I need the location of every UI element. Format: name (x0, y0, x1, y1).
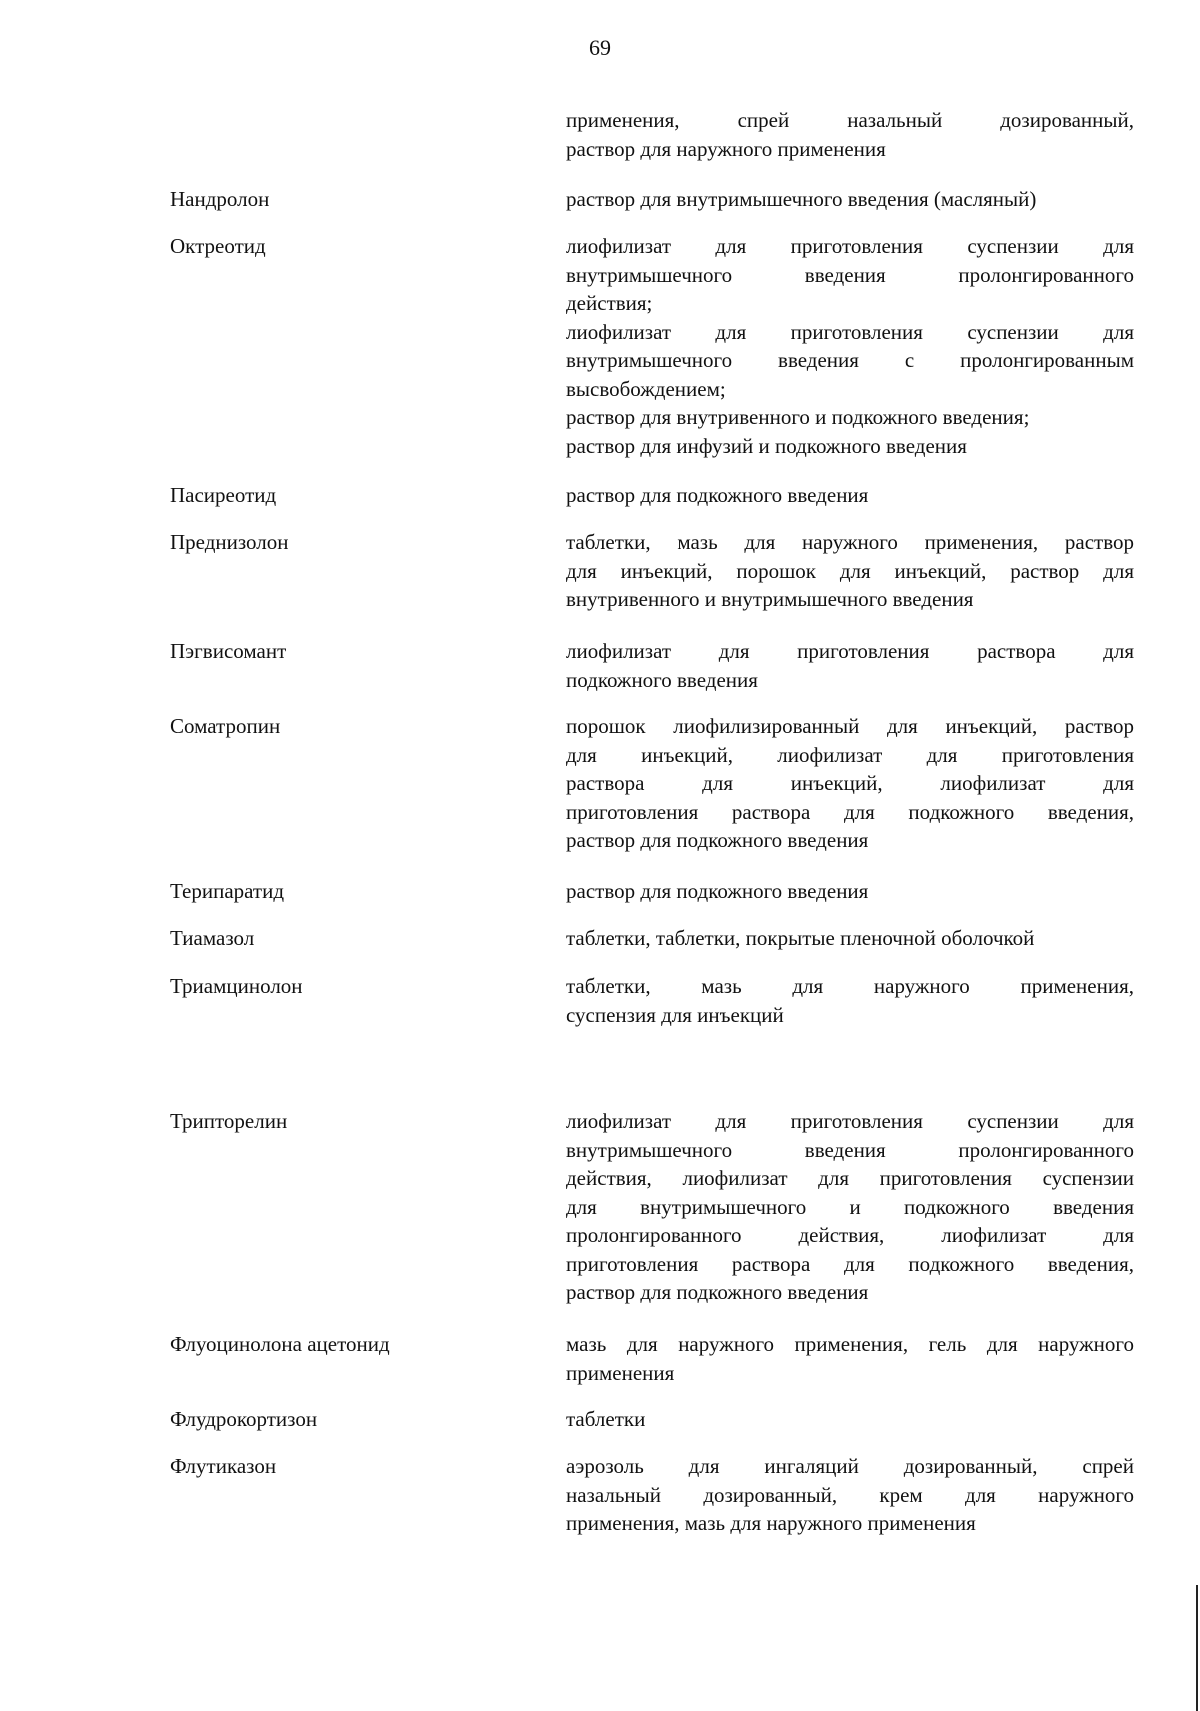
dosage-forms (566, 106, 1134, 163)
dosage-line: мазь для наружного применения, гель для наружного (566, 1332, 1134, 1356)
dosage-line: применения, спрей назальный дозированный, (566, 108, 1134, 132)
dosage-line: пролонгированного действия, лиофилизат для (566, 1223, 1134, 1247)
drug-name: Соматропин (170, 714, 281, 738)
dosage-line: приготовления раствора для подкожного введения, (566, 799, 1134, 824)
drug-name: Флуоцинолона ацетонид (170, 1332, 390, 1356)
drug-name: Пэгвисомант (170, 639, 287, 663)
dosage-line: внутримышечного введения пролонгированного (566, 262, 1134, 287)
drug-name: Флутиказон (170, 1454, 277, 1478)
dosage-line: раствор для подкожного введения (566, 483, 869, 507)
dosage-line: действия; (566, 291, 653, 315)
drug-name: Тиамазол (170, 926, 255, 950)
dosage-line: лиофилизат для приготовления суспензии для (566, 1109, 1134, 1133)
dosage-line: для инъекций, лиофилизат для приготовления (566, 742, 1134, 767)
dosage-line: раствор для подкожного введения (566, 1280, 869, 1304)
dosage-line: раствор для наружного применения (566, 136, 886, 161)
drug-name: Трипторелин (170, 1109, 288, 1133)
dosage-line: лиофилизат для приготовления суспензии для (566, 319, 1134, 344)
dosage-line: лиофилизат для приготовления суспензии для (566, 234, 1134, 258)
page-number: 69 (589, 35, 611, 60)
dosage-line: внутримышечного введения с пролонгированным (566, 348, 1134, 372)
drug-name: Триамцинолон (170, 974, 303, 998)
dosage-line: для инъекций, порошок для инъекций, раствор для (566, 558, 1134, 583)
dosage-line: таблетки (566, 1407, 646, 1431)
scan-edge-mark (1196, 1585, 1198, 1711)
dosage-line: раствор для инфузий и подкожного введения (566, 433, 967, 458)
dosage-line: применения (566, 1360, 675, 1385)
dosage-line: порошок лиофилизированный для инъекций, раствор (566, 714, 1134, 738)
dosage-forms (566, 185, 1134, 214)
dosage-line: раствора для инъекций, лиофилизат для (566, 771, 1134, 795)
dosage-line: раствор для внутривенного и подкожного введения; (566, 405, 1030, 429)
dosage-line: внутримышечного введения пролонгированного (566, 1137, 1134, 1162)
dosage-line: действия, лиофилизат для приготовления суспензии (566, 1166, 1134, 1190)
drug-name: Октреотид (170, 234, 266, 258)
dosage-line: назальный дозированный, крем для наружного (566, 1482, 1134, 1507)
dosage-forms (566, 528, 1134, 614)
drug-name: Терипаратид (170, 879, 285, 903)
drug-name: Флудрокортизон (170, 1407, 318, 1431)
dosage-line: раствор для внутримышечного введения (масляный) (566, 187, 1037, 211)
dosage-line: лиофилизат для приготовления раствора для (566, 639, 1134, 663)
dosage-forms (566, 637, 1134, 694)
dosage-line: таблетки, мазь для наружного применения, раствор (566, 530, 1134, 554)
dosage-line: таблетки, мазь для наружного применения, (566, 974, 1134, 998)
dosage-forms (566, 232, 1134, 460)
drug-name: Нандролон (170, 187, 270, 211)
dosage-line: высвобождением; (566, 376, 726, 401)
dosage-line: внутривенного и внутримышечного введения (566, 587, 974, 611)
dosage-line: подкожного введения (566, 667, 758, 692)
dosage-line: раствор для подкожного введения (566, 828, 869, 852)
dosage-line: таблетки, таблетки, покрытые пленочной оболочкой (566, 926, 1035, 950)
dosage-line: раствор для подкожного введения (566, 879, 869, 903)
dosage-line: применения, мазь для наружного применения (566, 1511, 976, 1535)
dosage-forms (566, 1107, 1134, 1307)
dosage-forms (566, 481, 1134, 510)
drug-name: Преднизолон (170, 530, 289, 554)
dosage-forms (566, 712, 1134, 855)
dosage-forms (566, 924, 1134, 953)
dosage-line: суспензия для инъекций (566, 1002, 784, 1027)
dosage-forms (566, 1452, 1134, 1538)
dosage-forms (566, 1405, 1134, 1434)
dosage-line: для внутримышечного и подкожного введения (566, 1194, 1134, 1219)
dosage-forms (566, 877, 1134, 906)
dosage-forms (566, 972, 1134, 1029)
dosage-forms (566, 1330, 1134, 1387)
drug-name: Пасиреотид (170, 483, 277, 507)
dosage-line: приготовления раствора для подкожного введения, (566, 1251, 1134, 1276)
dosage-line: аэрозоль для ингаляций дозированный, спрей (566, 1454, 1134, 1478)
